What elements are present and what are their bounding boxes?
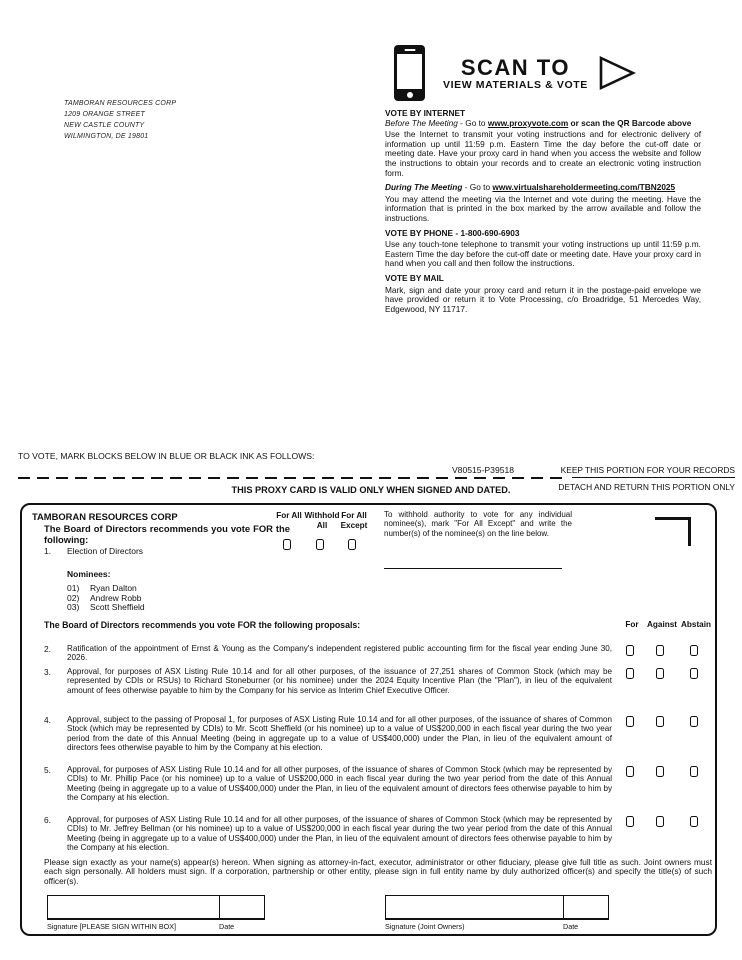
date-label: Date xyxy=(219,922,235,931)
signature-label: Signature [PLEASE SIGN WITHIN BOX] xyxy=(47,922,177,931)
checkbox-for[interactable] xyxy=(626,716,634,727)
joint-signature-box[interactable] xyxy=(385,895,563,920)
nominee-name: Scott Sheffield xyxy=(90,602,145,613)
scan-title: SCAN TO xyxy=(460,54,570,80)
scan-banner-text xyxy=(443,56,588,91)
before-meeting-line xyxy=(385,119,701,129)
checkbox-for[interactable] xyxy=(626,645,634,656)
proposal-number: 2. xyxy=(44,644,51,654)
checkbox-abstain[interactable] xyxy=(690,816,698,827)
column-for-all: For All xyxy=(276,511,302,520)
qr-barcode-suffix: or scan the QR Barcode above xyxy=(568,117,692,128)
address-line-city: WILMINGTON, DE 19801 xyxy=(64,133,149,140)
address-line-company: TAMBORAN RESOURCES CORP xyxy=(64,100,177,107)
column-for: For xyxy=(625,620,639,629)
checkbox-abstain[interactable] xyxy=(690,668,698,679)
primary-signature-group xyxy=(47,895,265,931)
corner-mark xyxy=(655,517,691,546)
checkbox-against[interactable] xyxy=(656,668,664,679)
date-box[interactable] xyxy=(219,895,265,920)
proposal-text: Approval, subject to the passing of Proposal 1, for purposes of ASX Listing Rule 10.14 and for all other purposes, of the issuance of shares of Common Stock (which may be represented by CDIs) to Mr. Scott Sheffield (or his nominee) up to a value of US$200,000 in each fiscal year during the two year period from the date of this Annual Meeting (being in aggregate up to a value of US$400,000) under the Plan, in lieu of the equivalent amount of directors fees otherwise payable to him by the Company at his election. xyxy=(67,715,612,753)
scan-banner xyxy=(394,45,636,101)
proposal-text: Approval, for purposes of ASX Listing Rule 10.14 and for all other purposes, of the issuance of shares of Common Stock (which may be represented by CDIs) to Mr. Jeffrey Bellman (or his nominee) up to a value of US$200,000 in each fiscal year during the two year period from the date of this Annual Meeting (being in aggregate up to a value of US$400,000) under the Plan, in lieu of the equivalent amount of directors fees otherwise payable to him by the Company at his election. xyxy=(67,815,612,853)
nominees-heading: Nominees: xyxy=(67,569,111,579)
nominee-list xyxy=(67,584,145,613)
column-against: Against xyxy=(646,620,678,629)
vote-by-phone-heading: VOTE BY PHONE - 1-800-690-6903 xyxy=(385,227,520,238)
during-meeting-label: During The Meeting xyxy=(385,182,463,193)
directors-recommendation: The Board of Directors recommends you vote FOR the following: xyxy=(44,523,290,545)
during-meeting-line xyxy=(385,183,701,193)
item1-label: Election of Directors xyxy=(67,546,144,556)
proposal-row-4 xyxy=(22,715,715,753)
detach-return-note: DETACH AND RETURN THIS PORTION ONLY xyxy=(558,482,735,492)
joint-date-label: Date xyxy=(563,922,579,931)
signature-box[interactable] xyxy=(47,895,219,920)
nominee-number: 02) xyxy=(67,592,80,603)
card-company-name: TAMBORAN RESOURCES CORP xyxy=(32,511,178,522)
joint-signature-group xyxy=(385,895,609,931)
internet-during-body: You may attend the meeting via the Internet and vote during the meeting. Have the information that is printed in the box marked by the arrow available and follow the instructions. xyxy=(385,193,701,223)
checkbox-for-all[interactable] xyxy=(283,539,291,550)
nominee-row xyxy=(67,603,145,613)
proposal-row-6 xyxy=(22,815,715,853)
item1-number: 1. xyxy=(44,546,52,556)
proposal-number: 5. xyxy=(44,765,51,775)
proposal-row-2 xyxy=(22,644,715,663)
column-withhold-all: Withhold All xyxy=(304,511,340,530)
control-number: V80515-P39518 xyxy=(451,465,515,475)
vote-columns-header xyxy=(618,620,714,629)
keep-records-note: KEEP THIS PORTION FOR YOUR RECORDS xyxy=(560,465,735,475)
proposal-number: 3. xyxy=(44,667,51,677)
checkbox-for[interactable] xyxy=(626,816,634,827)
column-for-all-except: For All Except xyxy=(340,511,368,530)
valid-when-signed-note: THIS PROXY CARD IS VALID ONLY WHEN SIGNED AND DATED. xyxy=(231,485,511,495)
nominee-name: Ryan Dalton xyxy=(90,583,137,593)
phone-body: Use any touch-tone telephone to transmit your voting instructions up until 11:59 p.m. Eastern Time the day before the cut-off date or meeting date. Have your proxy card in hand when you call and then follow the instructions. xyxy=(385,239,701,269)
nominee-number: 01) xyxy=(67,583,80,593)
proposal-row-3 xyxy=(22,667,715,695)
checkbox-abstain[interactable] xyxy=(690,645,698,656)
checkbox-abstain[interactable] xyxy=(690,716,698,727)
checkbox-against[interactable] xyxy=(656,645,664,656)
address-line-street: 1209 ORANGE STREET xyxy=(64,111,146,118)
withhold-authority-note: To withhold authority to vote for any individual nominee(s), mark "For All Except" and write the number(s) of the nominee(s) on the line below. xyxy=(384,510,572,538)
checkbox-abstain[interactable] xyxy=(690,766,698,777)
phone-home-button xyxy=(407,92,413,98)
proposal-row-5 xyxy=(22,765,715,803)
nominee-exception-input[interactable] xyxy=(384,555,562,569)
proposal-text: Approval, for purposes of ASX Listing Rule 10.14 and for all other purposes, of the issuance of shares of Common Stock (which may be represented by CDIs) to Mr. Phillip Pace (or his nominee) up to a value of US$200,000 in each fiscal year during the two year period from the date of this Annual Meeting (being in aggregate up to a value of US$400,000) under the Plan, in lieu of the equivalent amount of directors fees otherwise payable to him by the Company at his election. xyxy=(67,765,612,803)
checkbox-against[interactable] xyxy=(656,766,664,777)
proposals-recommendation: The Board of Directors recommends you vote FOR the following proposals: xyxy=(44,620,361,630)
vote-by-internet-heading: VOTE BY INTERNET xyxy=(385,108,466,118)
sender-address xyxy=(64,98,176,142)
proposal-text: Approval, for purposes of ASX Listing Rule 10.14 and for all other purposes, of the issuance of 27,251 shares of Common Stock (which may be represented by CDIs or RSUs) to Richard Stoneburner (or his nominee) under the 2024 Equity Incentive Plan (the "Plan"), in lieu of the equivalent amount of fees otherwise payable to him by the Company for his service as Interim Chief Executive Officer. xyxy=(67,667,612,695)
goto-text: - Go to xyxy=(457,117,488,128)
sign-instructions: Please sign exactly as your name(s) appear(s) hereon. When signing as attorney-in-fact, executor, administrator or other fiduciary, please give full title as such. Joint owners must each sign personally. All holders must sign. If a corporation, partnership or other entity, please sign in full entity name by duly authorized officer(s) and specify the title(s) of such officer(s). xyxy=(44,857,712,886)
goto-text: - Go to xyxy=(462,182,493,193)
virtual-meeting-link[interactable]: www.virtualshareholdermeeting.com/TBN2025 xyxy=(492,182,676,193)
proposal-number: 6. xyxy=(44,815,51,825)
column-abstain: Abstain xyxy=(680,620,712,629)
phone-speaker xyxy=(404,49,415,52)
voting-instructions xyxy=(385,106,701,319)
checkbox-against[interactable] xyxy=(656,716,664,727)
records-divider-line xyxy=(572,477,735,478)
nominee-name: Andrew Robb xyxy=(90,592,142,603)
mark-blocks-instruction: TO VOTE, MARK BLOCKS BELOW IN BLUE OR BLACK INK AS FOLLOWS: xyxy=(18,451,315,461)
scan-subtitle: VIEW MATERIALS & VOTE xyxy=(443,78,588,91)
internet-before-body: Use the Internet to transmit your voting instructions and for electronic delivery of information up until 11:59 p.m. Eastern Time the day before the cut-off date or meeting date. Have your proxy card in hand when you access the website and follow the instructions to obtain your records and to create an electronic voting instruction form. xyxy=(385,129,701,178)
nominee-number: 03) xyxy=(67,602,80,613)
proposal-text: Ratification of the appointment of Ernst & Young as the Company's independent registered public accounting firm for the fiscal year ending June 30, 2026. xyxy=(67,644,612,663)
before-meeting-label: Before The Meeting xyxy=(385,117,458,128)
checkbox-for[interactable] xyxy=(626,766,634,777)
address-line-county: NEW CASTLE COUNTY xyxy=(64,122,145,129)
joint-date-box[interactable] xyxy=(563,895,609,920)
vote-by-mail-heading: VOTE BY MAIL xyxy=(385,272,444,283)
checkbox-withhold-all[interactable] xyxy=(316,539,324,550)
checkbox-for-all-except[interactable] xyxy=(348,539,356,550)
smartphone-icon xyxy=(394,45,425,101)
proposal-number: 4. xyxy=(44,715,51,725)
checkbox-for[interactable] xyxy=(626,668,634,679)
phone-screen xyxy=(397,54,422,89)
joint-signature-label: Signature (Joint Owners) xyxy=(385,922,465,931)
arrow-right-icon xyxy=(598,55,636,91)
mail-body: Mark, sign and date your proxy card and return it in the postage-paid envelope we have provided or return it to Vote Processing, c/o Broadridge, 51 Mercedes Way, Edgewood, NY 11717. xyxy=(385,284,701,314)
proxy-ballot-card xyxy=(20,503,717,936)
checkbox-against[interactable] xyxy=(656,816,664,827)
detach-dashed-line xyxy=(18,477,566,479)
proxyvote-link[interactable]: www.proxyvote.com xyxy=(487,117,569,128)
